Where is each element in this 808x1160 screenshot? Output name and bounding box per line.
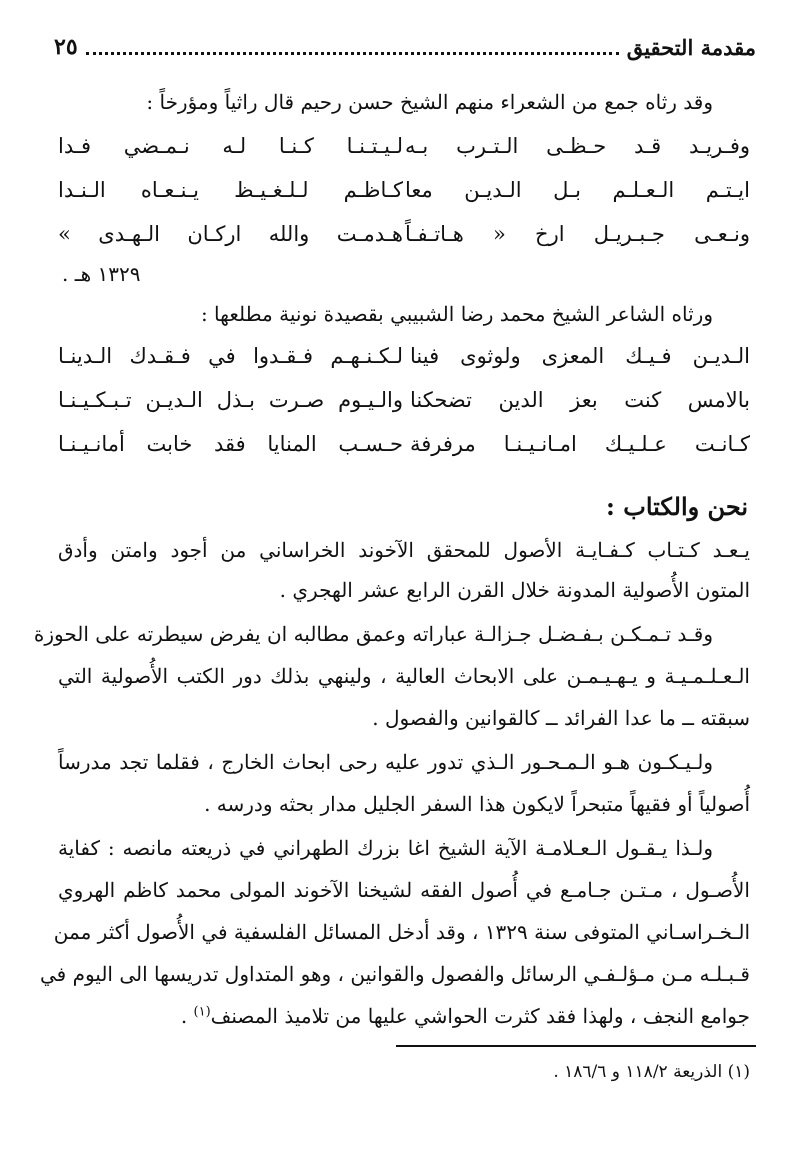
para2-line-3: سبقته ــ ما عدا الفرائد ــ كالقوانين والفصول . xyxy=(372,706,750,730)
header-dot-leader xyxy=(86,50,619,55)
running-header xyxy=(54,32,756,62)
poem2-verse-1-first: الـديـن فـيـك المعزى ولوثوى فينا xyxy=(410,344,750,368)
year-line: ١٣٢٩ هـ . xyxy=(62,262,141,286)
header-title: مقدمة التحقيق xyxy=(626,34,756,60)
footnote: (١) الذريعة ١١٨/٢ و ١٨٦/٦ . xyxy=(553,1062,750,1082)
para4-line-2: الأُصـول ، مـتـن جـامـع في أُصول الفقه لشيخنا الآخوند المولى محمد كاظم الهروي xyxy=(58,878,750,902)
para1-line-1: يـعـد كـتـاب كـفـايـة الأصول للمحقق الآخوند الخراساني من أجود وامتن وأدق xyxy=(58,538,750,562)
intro-line-2: ورثاه الشاعر الشيخ محمد رضا الشبيبي بقصيدة نونية مطلعها : xyxy=(200,302,713,326)
poem2-verse-1-second: لـكـنـهـم فـقـدوا في فـقـدك الـدينـا xyxy=(58,344,403,368)
intro-line-1: وقد رثاه جمع من الشعراء منهم الشيخ حسن رحيم قال راثياً ومؤرخاً : xyxy=(146,90,713,114)
para3-line-2: أُصولياً أو فقيهاً متبحراً لايكون هذا السفر الجليل مدار بحثه ودرسه . xyxy=(204,792,750,816)
poem2-verse-2-second: والـيـوم صـرت بـذل الـديـن تـبـكـيـنـا xyxy=(58,388,403,412)
page-number: ٢٥ xyxy=(54,34,78,60)
poem1-verse-1-second: لـيـتـنـا كـنـا لـه نـمـضي فـدا xyxy=(58,134,403,158)
para2-line-2: الـعـلـمـيـة و يـهـيـمـن على الابحاث العالية ، ولينهي بذلك دور الكتب الأُصولية التي xyxy=(58,664,750,688)
section-heading: نحن والكتاب : xyxy=(606,492,748,521)
footnote-reference: (١) xyxy=(193,1004,211,1020)
footnote-separator xyxy=(396,1045,756,1047)
para4-line-1: ولـذا يـقـول الـعـلامـة الآية الشيخ اغا بزرك الطهراني في ذريعته مانصه : كفاية xyxy=(58,836,713,860)
poem1-verse-3-first: ونـعـى جـبـريـل ارخ « هـاتـفـاً xyxy=(405,222,750,246)
poem2-verse-3-second: حـسـب المنايا فقد خابت أمانـيـنـا xyxy=(58,432,403,456)
poem2-verse-2-first: بالامس كنت بعز الدين تضحكنا xyxy=(410,388,750,412)
poem1-verse-3-second: هـدمـت والله اركـان الـهـدى » xyxy=(58,222,403,246)
poem2-verse-3-first: كـانـت عـلـيـك امـانـيـنـا مرفرفة xyxy=(410,432,750,456)
poem1-verse-2-first: ايـتـم الـعـلـم بـل الـديـن معا xyxy=(405,178,750,202)
para4-line-5 xyxy=(181,1004,750,1028)
para2-line-1: وقـد تـمـكـن بـفـضـل جـزالـة عباراته وعمق مطالبه ان يفرض سيطرته على الحوزة xyxy=(33,622,713,646)
poem1-verse-1-first: وفـريـد قـد حـظـى الـتـرب بـه xyxy=(405,134,750,158)
para4-line-4: قـبـلـه مـن مـؤلـفـي الرسائل والفصول والقوانين ، وهو المتداول تدريسها الى اليوم في xyxy=(39,962,750,986)
para4-line-5-text: جوامع النجف ، ولهذا فقد كثرت الحواشي عليها من تلاميذ المصنف xyxy=(210,1004,750,1028)
end-period: . xyxy=(180,1004,188,1028)
para4-line-3: الـخـراسـاني المتوفى سنة ١٣٢٩ ، وقد أدخل المسائل الفلسفية في الأُصول أكثر ممن xyxy=(53,920,750,944)
poem1-verse-2-second: كـاظـم لـلـغـيـظ يـنـعـاه الـنـدا xyxy=(58,178,403,202)
para1-line-2: المتون الأُصولية المدونة خلال القرن الرابع عشر الهجري . xyxy=(279,578,750,602)
para3-line-1: ولـيـكـون هـو الـمـحـور الـذي تدور عليه رحى ابحاث الخارج ، فقلما تجد مدرساً xyxy=(58,750,713,774)
